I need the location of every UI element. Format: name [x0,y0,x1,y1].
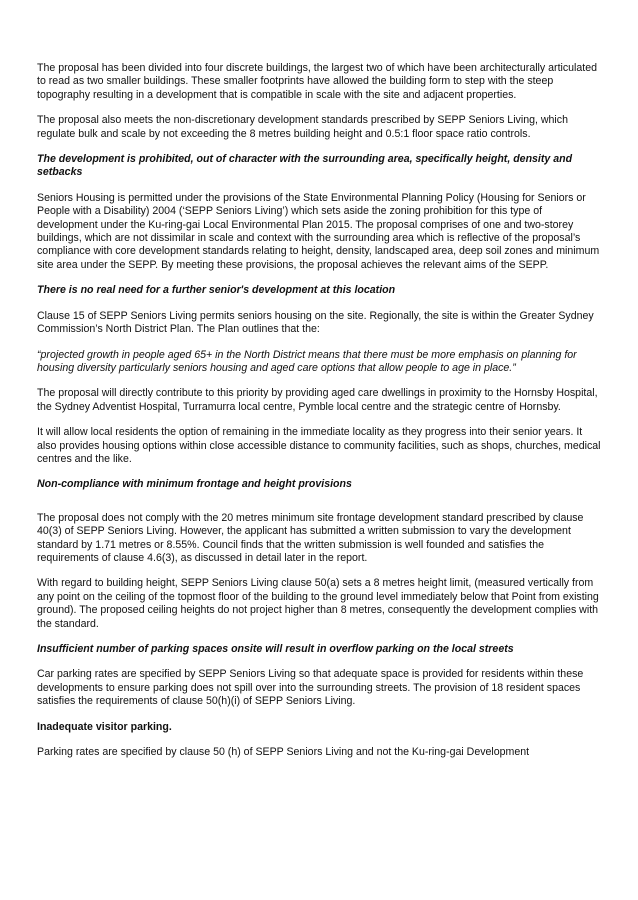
paragraph: Seniors Housing is permitted under the provisions of the State Environmental Planning Policy (Housing for Seniors or People with a Disability) 2004 (‘SEPP Seniors Living’) which sets aside the zoning prohibition for this type of development under the Ku-ring-gai Local Environmental Plan 2015. The proposal comprises of one and two-storey buildings, which are not dissimilar in scale and context with the surrounding area which is reflective of the proposal’s compliance with core development standards relating to height, density, landscaped area, deep soil zones and minimum site area under the SEPP. By meeting these provisions, the proposal achieves the relevant aims of the SEPP. [37,191,600,271]
paragraph: The proposal has been divided into four discrete buildings, the largest two of which have been architecturally articulated to read as two smaller buildings. These smaller footprints have allowed the building form to step with the steep topography resulting in a development that is compatible in scale with the site and adjacent properties. [37,62,598,101]
document-page [37,62,603,759]
paragraph: With regard to building height, SEPP Seniors Living clause 50(a) sets a 8 metres height limit, (measured vertically from any point on the ceiling of the topmost floor of the building to the ground level immediately below that Point from existing ground). The proposed ceiling heights do not project higher than 8 metres, consequently the development complies with the standard. [37,577,599,630]
paragraph: The proposal does not comply with the 20 metres minimum site frontage development standard prescribed by clause 40(3) of SEPP Seniors Living. However, the applicant has submitted a written submission to vary the development standard by 1.71 metres or 8.55%. Council finds that the written submission is well founded and satisfies the requirements of clause 4.6(3), as discussed in detail later in the report. [37,511,584,564]
section-heading: Inadequate visitor parking. [37,720,172,733]
paragraph: Clause 15 of SEPP Seniors Living permits seniors housing on the site. Regionally, the site is within the Greater Sydney Commission’s North District Plan. The Plan outlines that the: [37,309,594,336]
quote-paragraph: “projected growth in people aged 65+ in the North District means that there must be more emphasis on planning for housing diversity particularly seniors housing and aged care options that allow people to age in place.” [37,348,577,374]
paragraph: Car parking rates are specified by SEPP Seniors Living so that adequate space is provided for residents within these developments to ensure parking does not spill over into the surrounding streets. The provision of 18 resident spaces satisfies the requirements of clause 50(h)(i) of SEPP Seniors Living. [37,668,584,708]
paragraph: It will allow local residents the option of remaining in the immediate locality as they progress into their senior years. It also provides housing options within close accessible distance to community facilities, such as shops, churches, medical centres and the like. [37,426,601,465]
section-heading: Non-compliance with minimum frontage and height provisions [37,478,352,491]
paragraph: The proposal will directly contribute to this priority by providing aged care dwellings in proximity to the Hornsby Hospital, the Sydney Adventist Hospital, Turramurra local centre, Pymble local centre and the strategic centre of Hornsby. [37,387,598,413]
section-heading: There is no real need for a further senior's development at this location [37,284,396,297]
paragraph: Parking rates are specified by clause 50 (h) of SEPP Seniors Living and not the Ku-ring-gai Development [37,746,530,759]
section-heading: Insufficient number of parking spaces onsite will result in overflow parking on the local streets [37,643,514,655]
paragraph: The proposal also meets the non-discretionary development standards prescribed by SEPP Seniors Living, which regulate bulk and scale by not exceeding the 8 metres building height and 0.5:1 floor space ratio controls. [37,114,568,140]
section-heading: The development is prohibited, out of character with the surrounding area, specifically height, density and setbacks [37,153,573,179]
